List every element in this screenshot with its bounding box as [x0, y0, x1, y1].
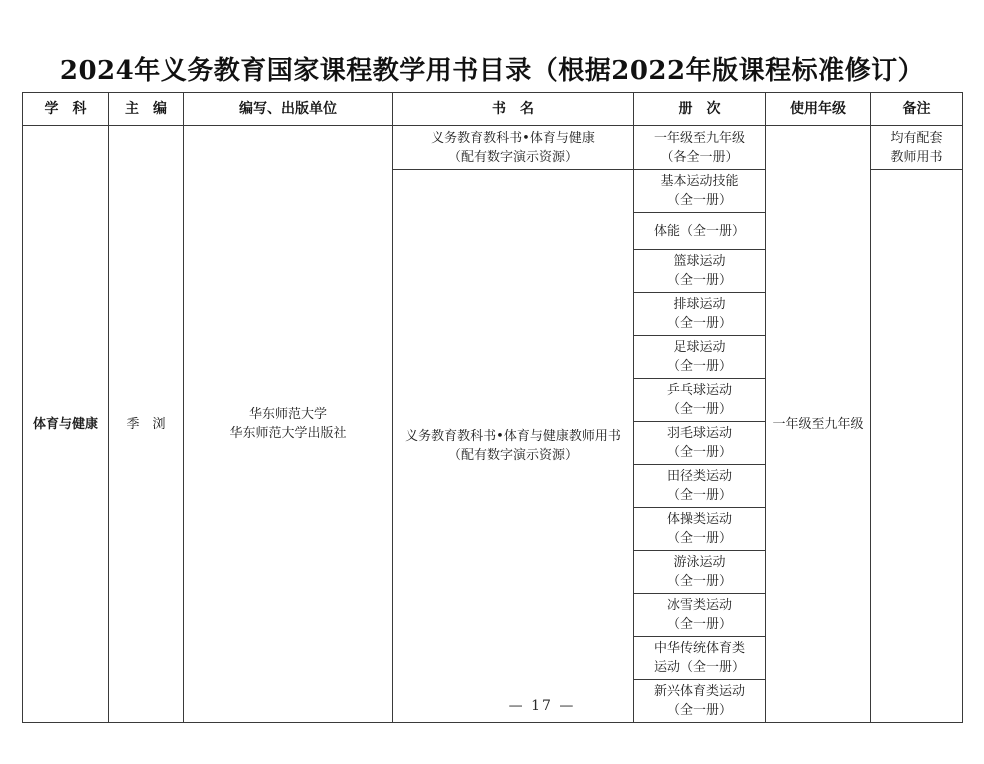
header-publisher: 编写、出版单位	[184, 93, 393, 126]
volume-cell	[634, 551, 766, 594]
volume-cell	[634, 170, 766, 213]
header-book-name: 书 名	[393, 93, 634, 126]
publisher-cell	[184, 126, 393, 723]
volume-cell	[634, 594, 766, 637]
chief-editor-cell: 季 浏	[109, 126, 184, 723]
book-name-line: （配有数字演示资源）	[447, 448, 578, 463]
header-remark: 备注	[871, 93, 963, 126]
volume-line: 基本运动技能	[660, 174, 739, 189]
volume-line: （全一册）	[666, 445, 732, 460]
header-row	[23, 93, 963, 126]
volume-cell	[634, 422, 766, 465]
volume-line: 篮球运动	[673, 254, 726, 269]
page-title: 2024年义务教育国家课程教学用书目录（根据2022年版课程标准修订）	[59, 56, 925, 86]
page-number: — 17 —	[508, 698, 576, 714]
volume-line: （全一册）	[666, 359, 732, 374]
volume-cell	[634, 508, 766, 551]
volume-line: （全一册）	[666, 703, 732, 718]
volume-line: 游泳运动	[673, 555, 726, 570]
volume-cell	[634, 379, 766, 422]
table-row	[23, 126, 963, 170]
grade-cell: 一年级至九年级	[766, 126, 871, 723]
volume-line: 体操类运动	[666, 512, 732, 527]
book-name-line: 义务教育教科书•体育与健康教师用书	[405, 429, 621, 444]
volume-cell	[634, 250, 766, 293]
volume-line: 田径类运动	[666, 469, 732, 484]
volume-line: （全一册）	[666, 193, 732, 208]
volume-cell	[634, 293, 766, 336]
volume-line: 运动（全一册）	[653, 660, 745, 675]
header-volume: 册 次	[634, 93, 766, 126]
student-book-name-cell	[393, 126, 634, 170]
volume-cell	[634, 336, 766, 379]
book-name-line: （配有数字演示资源）	[447, 149, 578, 165]
volume-cell	[634, 213, 766, 250]
volume-line: （全一册）	[666, 316, 732, 331]
header-grade: 使用年级	[766, 93, 871, 126]
publisher-line: 华东师范大学出版社	[229, 426, 347, 441]
volume-line: （全一册）	[666, 617, 732, 632]
volume-line: 羽毛球运动	[666, 426, 732, 441]
volume-line: 中华传统体育类	[653, 641, 745, 656]
volume-line: （全一册）	[666, 402, 732, 417]
header-editor: 主 编	[109, 93, 184, 126]
book-name-line: 义务教育教科书•体育与健康	[431, 130, 595, 146]
volume-cell	[634, 637, 766, 680]
volume-line: （全一册）	[666, 574, 732, 589]
volume-line: 体能（全一册）	[653, 223, 745, 239]
volume-line: 足球运动	[673, 340, 726, 355]
volume-line: （全一册）	[666, 531, 732, 546]
volume-line: 一年级至九年级	[653, 130, 745, 146]
volume-line: （各全一册）	[660, 149, 739, 165]
remark-line: 教师用书	[890, 149, 943, 165]
volume-cell	[634, 465, 766, 508]
textbook-catalog-table	[22, 92, 963, 723]
volume-line: 排球运动	[673, 297, 726, 312]
volume-line: 冰雪类运动	[666, 598, 732, 613]
remark-line: 均有配套	[890, 130, 943, 146]
volume-cell	[634, 126, 766, 170]
volume-line: （全一册）	[666, 273, 732, 288]
volume-line: 乒乓球运动	[666, 383, 732, 398]
header-subject: 学 科	[23, 93, 109, 126]
remark-cell	[871, 126, 963, 170]
volume-line: 新兴体育类运动	[653, 684, 745, 699]
teacher-book-name-cell	[393, 170, 634, 723]
empty-remark-cell	[871, 170, 963, 723]
publisher-line: 华东师范大学	[248, 407, 327, 422]
subject-cell: 体育与健康	[23, 126, 109, 723]
volume-line: （全一册）	[666, 488, 732, 503]
